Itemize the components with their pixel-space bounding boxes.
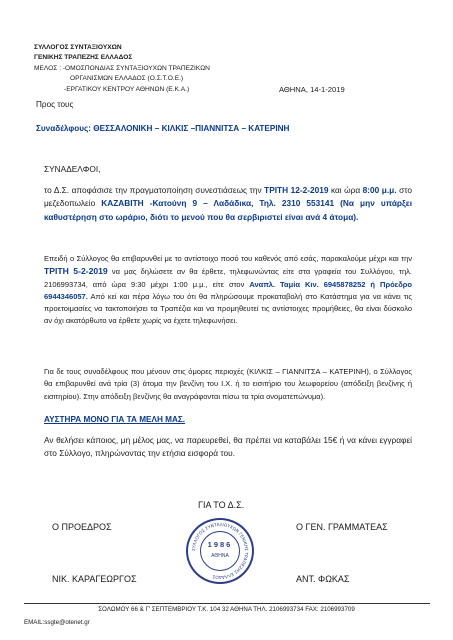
colleagues-areas: ΘΕΣΣΑΛΟΝΙΚΗ – ΚΙΛΚΙΣ –ΠΙΑΝΝΙΤΣΑ – ΚΑΤΕΡΙΝΗ	[93, 124, 290, 133]
member-line-2: ΟΡΓΑΝΙΣΜΩΝ ΕΛΛΑΔΟΣ (Ο.Σ.Τ.Ο.Ε.)	[70, 75, 184, 82]
treasurer-contact: Αναπλ. Ταμία Κιν. 6945878252 ή Πρόεδρο 6944346057.	[44, 279, 412, 301]
stamp-year: 1986	[207, 540, 233, 549]
member-line-3: -ΕΡΓΑΤΙΚΟΥ ΚΕΝΤΡΟΥ ΑΘΗΝΩΝ (Ε.Κ.Α.)	[64, 86, 190, 93]
president-title: Ο ΠΡΟΕΔΡΟΣ	[52, 522, 112, 532]
p2-a: Επειδή ο Σύλλογος θα επιβαρυνθεί με το αντίστοιχο ποσό του καθενός από εσάς, παρακαλούμε μέχρι και την	[44, 254, 412, 263]
dinner-time: 8:00 μ.μ.	[362, 185, 397, 195]
secretary-name: ΑΝΤ. ΦΩΚΑΣ	[296, 574, 350, 584]
colleagues-label: Συναδέλφους:	[36, 124, 91, 133]
paragraph-travel: Για δε τους συναδέλφους που μένουν στις όμορες περιοχές (ΚΙΛΚΙΣ – ΓΙΑΝΝΙΤΣΑ – ΚΑΤΕΡΙΝΗ), ο Σύλλογος θα επιβαρυνθεί ανά τρία (3) άτομα την βενζίνη του Ι.Χ. ή το εισιτήριο του λεωφορείου (απόδειξη βενζίνης ή εισιτηρίου). Στην απόδειξη βενζίνης θα αναγράφονται πίσω τα τρία ονοματεπώνυμα).	[44, 367, 412, 401]
recipient-to: Προς τους	[36, 100, 74, 109]
venue-details: ΚΑΖΑΒΙΤΗ -Κατούνη 9 – Λαδάδικα, Τηλ. 2310 553141	[101, 198, 335, 209]
place-date: ΑΘΗΝΑ, 14-1-2019	[279, 85, 345, 94]
footer-email: EMAIL:ssgte@otenet.gr	[24, 619, 90, 626]
dinner-date: ΤΡΙΤΗ 12-2-2019	[264, 185, 329, 195]
footer-address: ΣΟΛΩΜΟΥ 66 & Γ' ΣΕΠΤΕΜΒΡΙΟΥ Τ.Κ. 104 32 ΑΘΗΝΑ ΤΗΛ. 2106993734 FAX: 2106993709	[98, 606, 355, 613]
paragraph-non-members: Αν θελήσει κάποιος, μη μέλος μας, να παρευρεθεί, θα πρέπει να καταβάλει 15€ ή να κάνει εγγραφεί στο Σύλλογο, πληρώνοντας την ετήσια εισφορά του.	[44, 435, 412, 459]
recipient-colleagues	[36, 124, 289, 133]
association-stamp	[186, 518, 254, 584]
for-board-label: ΓΙΑ ΤΟ Δ.Σ.	[198, 500, 245, 510]
association-name: ΣΥΛΛΟΓΟΣ ΣΥΝΤΑΞΙΟΥΧΩΝ	[34, 44, 122, 51]
stamp-ring-text: ΣΥΛΛΟΓΟΣ ΣΥΝΤΑΞΙΟΥΧΩΝ ΓΕΝΙΚΗΣ ΤΡΑΠΕΖΗΣ ΕΛΛΑΔΟΣ	[191, 522, 249, 580]
p2-e: Από κεί και πέρα λόγω του ότι θα πληρώσουμε προκαταβολή στο Κατάστημα για να κάνει τις προετοιμασίες να τακτοποιήσει τα Τραπέζια και να προμηθευτεί τις αντίστοιχες προμήθειες, θα είναι δύσκολο αν όχι ακατόρθωτο να έρθετε χωρίς να έχετε τηλεφωνήσει.	[44, 291, 412, 326]
p1-c: και ώρα	[330, 185, 361, 195]
p1-e: στο μεζεδοπωλείο	[44, 185, 412, 209]
footer-divider	[24, 603, 430, 604]
stamp-city: ΑΘΗΝΑ	[211, 553, 229, 559]
p2-c: να μας δηλώσετε αν θα έρθετε, τηλεφωνώντας είτε στα γραφεία του Συλλόγου, τηλ. 2106993734, από ώρα 9:30 μέχρι 1:00 μ.μ., είτε στον	[44, 267, 412, 289]
paragraph-dinner	[44, 184, 412, 224]
member-line-1: ΜΕΛΟΣ : -ΟΜΟΣΠΟΝΔΙΑΣ ΣΥΝΤΑΞΙΟΥΧΩΝ ΤΡΑΠΕΖΙΚΩΝ	[34, 65, 210, 72]
rsvp-deadline: ΤΡΙΤΗ 5-2-2019	[44, 266, 108, 277]
paragraph-rsvp	[44, 253, 412, 328]
president-name: ΝΙΚ. ΚΑΡΑΓΕΩΡΓΟΣ	[52, 574, 137, 584]
salutation: ΣΥΝΑΔΕΛΦΟΙ,	[44, 164, 101, 174]
secretary-title: Ο ΓΕΝ. ΓΡΑΜΜΑΤΕΑΣ	[296, 522, 388, 532]
p1-a: το Δ.Σ. αποφάσισε την πραγματοποίηση συνεστιάσεως την	[44, 185, 262, 195]
bank-name: ΓΕΝΙΚΗΣ ΤΡΑΠΕΖΗΣ ΕΛΛΑΔΟΣ	[34, 54, 133, 61]
stamp-inner-circle	[200, 531, 240, 571]
members-only-notice: ΑΥΣΤΗΡΑ ΜΟΝΟ ΓΙΑ ΤΑ ΜΕΛΗ ΜΑΣ.	[44, 415, 186, 424]
punctuality-note: (Να μην υπάρξει καθυστέρηση στο ωράριο, διότι το μενού που θα σερβιριστεί είναι ανά 4 άτομα).	[44, 198, 412, 222]
